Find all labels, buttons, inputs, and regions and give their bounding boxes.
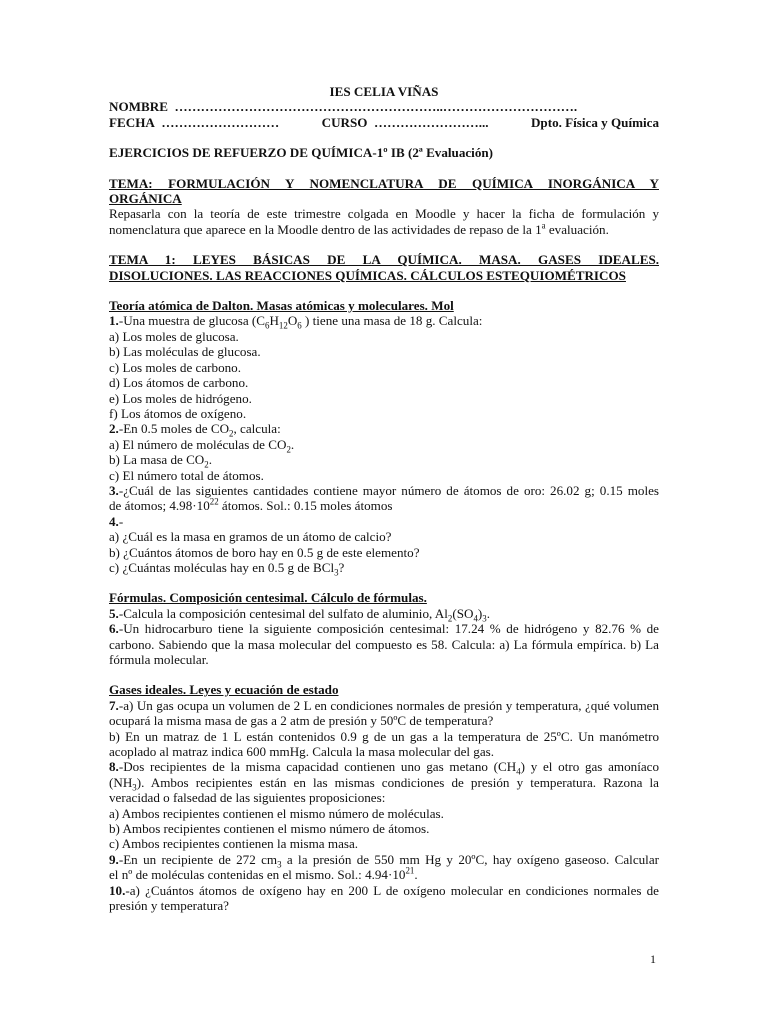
question-4 (109, 514, 659, 529)
question-number: 1. (109, 313, 119, 329)
text-part: . (486, 605, 491, 621)
q4-item-b: b) ¿Cuántos átomos de boro hay en 0.5 g de este elemento? (109, 544, 420, 560)
q1-item-a: a) Los moles de glucosa. (109, 328, 239, 344)
page-number: 1 (650, 952, 656, 966)
text-part: -Calcula la composición centesimal del sulfato de aluminio, Al (118, 605, 448, 621)
subscript: 6 (297, 321, 302, 332)
spacer (109, 575, 659, 590)
question-number: 8. (109, 759, 119, 775)
text-part: c) ¿Cuántas moléculas hay en 0.5 g de BCl (109, 559, 335, 575)
text-part: evaluación. (545, 221, 609, 237)
text-part: -Dos recipientes de la misma capacidad contienen uno gas metano (CH (118, 759, 517, 775)
question-8 (109, 759, 659, 805)
text-part: Repasarla con la teoría de este trimestre colgada en Moodle y hacer la ficha de formulación y nomenclatura que aparece en la Moodle dentro de las actividades de repaso de la 1 (109, 206, 659, 237)
text-part: -Un hidrocarburo tiene la siguiente composición centesimal: 17.24 % de hidrógeno y 82.76 % de carbono. Sabiendo que la masa molecular del compuesto es 58. Calcula: a) La fórmula empírica. b) La fórmula molecular. (109, 621, 659, 667)
fecha-dots: ……………………… (161, 114, 280, 130)
superscript: 22 (209, 496, 219, 507)
text-part: . (414, 867, 418, 883)
spacer (109, 667, 659, 682)
text-part: a) El número de moléculas de CO (109, 436, 287, 452)
section-dalton-title: Teoría atómica de Dalton. Masas atómicas y moleculares. Mol (109, 298, 454, 314)
text-part: , calcula: (233, 421, 281, 437)
spacer (109, 283, 659, 298)
curso-label: CURSO (321, 114, 368, 130)
nombre-line (109, 99, 659, 114)
nombre-label: NOMBRE (109, 99, 168, 115)
spacer (109, 237, 659, 252)
q1-item-f: f) Los átomos de oxígeno. (109, 405, 247, 421)
text-part: (SO (452, 605, 474, 621)
q8-item-a: a) Ambos recipientes contienen el mismo número de moléculas. (109, 805, 444, 821)
text-part: ? (338, 559, 345, 575)
text-part: ) y el otro gas amoníaco (NH (109, 759, 660, 790)
text-part: . (208, 452, 212, 468)
question-3-line-2 (109, 498, 659, 513)
subscript: 2 (447, 613, 453, 624)
text-part: -En 0.5 moles de CO (118, 421, 230, 437)
q8-item-c: c) Ambos recipientes contienen la misma masa. (109, 836, 359, 852)
question-7 (109, 698, 659, 729)
question-number: 3. (109, 482, 119, 498)
text-part: el nº de moléculas contenidas en el mismo. Sol.: 4.94·10 (109, 867, 406, 883)
q1-item-d: d) Los átomos de carbono. (109, 375, 249, 391)
subscript: 6 (265, 321, 270, 332)
fecha-group (109, 115, 279, 130)
tema-formulacion-title-1: TEMA: FORMULACIÓN Y NOMENCLATURA DE QUÍMICA INORGÁNICA Y (109, 175, 659, 191)
spacer (109, 161, 659, 176)
question-number: 10. (109, 882, 126, 898)
subscript: 3 (334, 567, 339, 578)
fecha-label: FECHA (109, 114, 155, 130)
curso-group (322, 115, 489, 130)
tema-formulacion-title-2: ORGÁNICA (109, 191, 182, 207)
question-3 (109, 483, 659, 498)
tema1-title-1: TEMA 1: LEYES BÁSICAS DE LA QUÍMICA. MASA. GASES IDEALES. (109, 252, 659, 268)
subscript: 2 (229, 428, 234, 439)
spacer (109, 130, 659, 145)
superscript: 21 (405, 865, 415, 876)
text-part: a la presión de 550 mm Hg y 20ºC, hay oxígeno gaseoso. Calcular (281, 851, 659, 867)
subscript: 12 (278, 321, 288, 332)
text-part: de átomos; 4.98·10 (109, 498, 210, 514)
q2-item-c: c) El número total de átomos. (109, 467, 264, 483)
tema-formulacion-text (109, 206, 659, 237)
text-part: átomos. Sol.: 0.15 moles átomos (218, 498, 393, 514)
section-formulas-title: Fórmulas. Composición centesimal. Cálculo de fórmulas. (109, 590, 427, 606)
question-number: 6. (109, 621, 119, 637)
question-1 (109, 313, 659, 332)
subscript: 4 (516, 767, 521, 778)
text-part: -Una muestra de glucosa (C (118, 313, 265, 329)
section-gases-title: Gases ideales. Leyes y ecuación de estado (109, 682, 339, 698)
text-part: H (269, 313, 279, 329)
q4-item-c (109, 559, 659, 578)
curso-dots: ……………………... (374, 114, 489, 130)
q1-item-c: c) Los moles de carbono. (109, 359, 241, 375)
question-6 (109, 621, 659, 667)
page-content (109, 84, 659, 914)
text-part: -a) ¿Cuántos átomos de oxígeno hay en 200 L de oxígeno molecular en condiciones normales de presión y temperatura? (109, 882, 659, 914)
text-part: O (287, 313, 298, 329)
department: Dpto. Física y Química (530, 114, 659, 130)
subscript: 2 (204, 459, 209, 470)
question-number: 4. (109, 513, 119, 529)
text-part: b) La masa de CO (109, 452, 205, 468)
text-part: ) (477, 605, 483, 621)
q4-item-a: a) ¿Cuál es la masa en gramos de un átomo de calcio? (109, 529, 392, 545)
question-7-b: b) En un matraz de 1 L están contenidos 0.9 g de un gas a la temperatura de 25ºC. Un manómetro acoplado al matraz indica 600 mmHg. Calcula la masa molecular del gas. (109, 728, 659, 760)
text-part: ) tiene una masa de 18 g. Calcula: (301, 313, 483, 329)
subscript: 2 (286, 444, 291, 455)
question-5 (109, 605, 659, 624)
text-part: ). Ambos recipientes están en las mismas condiciones de presión y temperatura. Razona la veracidad o falsedad de las siguientes proposiciones: (109, 774, 659, 806)
tema1-title-2: DISOLUCIONES. LAS REACCIONES QUÍMICAS. CÁLCULOS ESTEQUIOMÉTRICOS (109, 267, 626, 283)
fecha-curso-line (109, 115, 659, 130)
text-part: -a) Un gas ocupa un volumen de 2 L en condiciones normales de presión y temperatura, ¿qué volumen ocupará la misma masa de gas a 2 atm de presión y 50ºC de temperatura? (109, 697, 659, 729)
superscript: a (541, 220, 546, 231)
question-number: 7. (109, 697, 119, 713)
school-name: IES CELIA VIÑAS (329, 84, 439, 99)
text-part: . (290, 436, 295, 452)
q8-item-b: b) Ambos recipientes contienen el mismo número de átomos. (109, 821, 430, 837)
question-10 (109, 883, 659, 914)
q2-item-a (109, 436, 659, 455)
question-2 (109, 421, 659, 439)
subscript: 3 (277, 859, 282, 870)
text-part: -¿Cuál de las siguientes cantidades contiene mayor número de átomos de oro: 26.02 g; 0.15 moles (118, 482, 659, 498)
doc-title: EJERCICIOS DE REFUERZO DE QUÍMICA-1º IB (2ª Evaluación) (109, 145, 494, 161)
text-part: - (118, 513, 124, 529)
q1-item-b: b) Las moléculas de glucosa. (109, 344, 261, 360)
question-9 (109, 851, 659, 870)
subscript: 3 (482, 613, 487, 624)
question-number: 5. (109, 605, 119, 621)
question-number: 2. (109, 421, 119, 437)
question-9-line-2 (109, 867, 659, 882)
q2-item-b (109, 452, 659, 470)
subscript: 4 (473, 613, 478, 624)
nombre-dots: ……………………………………………………..…………………………. (174, 99, 578, 115)
text-part: -En un recipiente de 272 cm (118, 851, 278, 867)
q1-item-e: e) Los moles de hidrógeno. (109, 390, 252, 406)
question-number: 9. (109, 851, 119, 867)
subscript: 3 (132, 782, 137, 793)
